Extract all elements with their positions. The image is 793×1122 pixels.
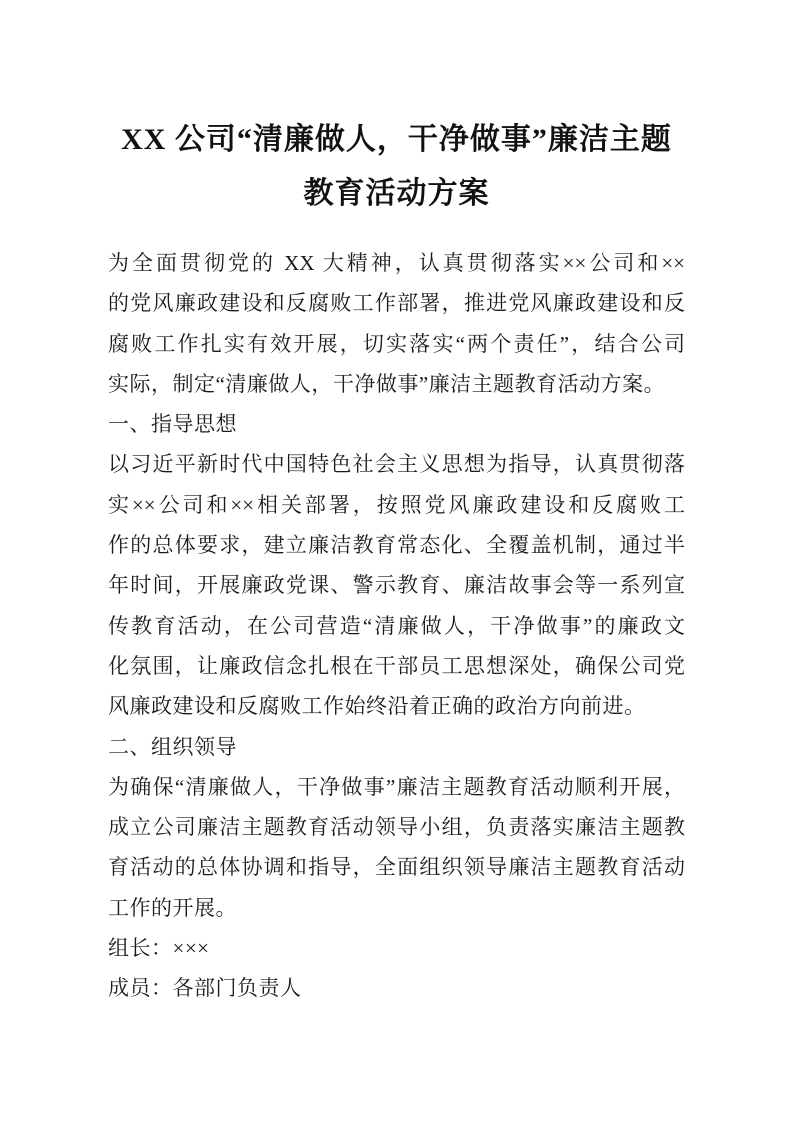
title-line-2: 教育活动方案 — [303, 177, 490, 210]
text-line: 育活动的总体协调和指导，全面组织领导廉洁主题教育活动 — [108, 855, 685, 880]
text-line: 实际，制定“清廉做人，干净做事”廉洁主题教育活动方案。 — [108, 371, 666, 396]
text-line: 工作的开展。 — [108, 895, 237, 920]
text-line: 成立公司廉洁主题教育活动领导小组，负责落实廉洁主题教 — [108, 815, 685, 840]
text-line: 为全面贯彻党的 XX 大精神，认真贯彻落实××公司和×× — [108, 251, 685, 275]
text-line: 的党风廉政建设和反腐败工作部署，推进党风廉政建设和反 — [108, 291, 685, 316]
text-line: 组长：××× — [108, 936, 210, 961]
text-line: 传教育活动，在公司营造“清廉做人，干净做事”的廉政文 — [108, 613, 685, 638]
paragraph — [108, 767, 685, 928]
paragraph — [108, 444, 685, 726]
text-line: 一、指导思想 — [108, 412, 237, 437]
section-heading — [108, 727, 685, 767]
text-line: 作的总体要求，建立廉洁教育常态化、全覆盖机制，通过半 — [108, 533, 685, 558]
text-line: 二、组织领导 — [108, 734, 237, 759]
text-line: 年时间，开展廉政党课、警示教育、廉洁故事会等一系列宣 — [108, 573, 685, 598]
document-body — [108, 243, 685, 1009]
text-line: 腐败工作扎实有效开展，切实落实“两个责任”，结合公司 — [108, 331, 685, 356]
text-line: 化氛围，让廉政信念扎根在干部员工思想深处，确保公司党 — [108, 653, 685, 678]
text-line: 成员：各部门负责人 — [108, 976, 302, 1001]
title-line-1: XX 公司“清廉做人，干净做事”廉洁主题 — [121, 123, 672, 156]
document-title — [0, 113, 793, 221]
paragraph — [108, 968, 685, 1008]
paragraph — [108, 243, 685, 404]
paragraph — [108, 928, 685, 968]
text-line: 为确保“清廉做人，干净做事”廉洁主题教育活动顺利开展， — [108, 774, 685, 799]
text-line: 风廉政建设和反腐败工作始终沿着正确的政治方向前进。 — [108, 694, 646, 719]
text-line: 实××公司和××相关部署，按照党风廉政建设和反腐败工 — [108, 492, 685, 517]
text-line: 以习近平新时代中国特色社会主义思想为指导，认真贯彻落 — [108, 452, 685, 477]
section-heading — [108, 404, 685, 444]
